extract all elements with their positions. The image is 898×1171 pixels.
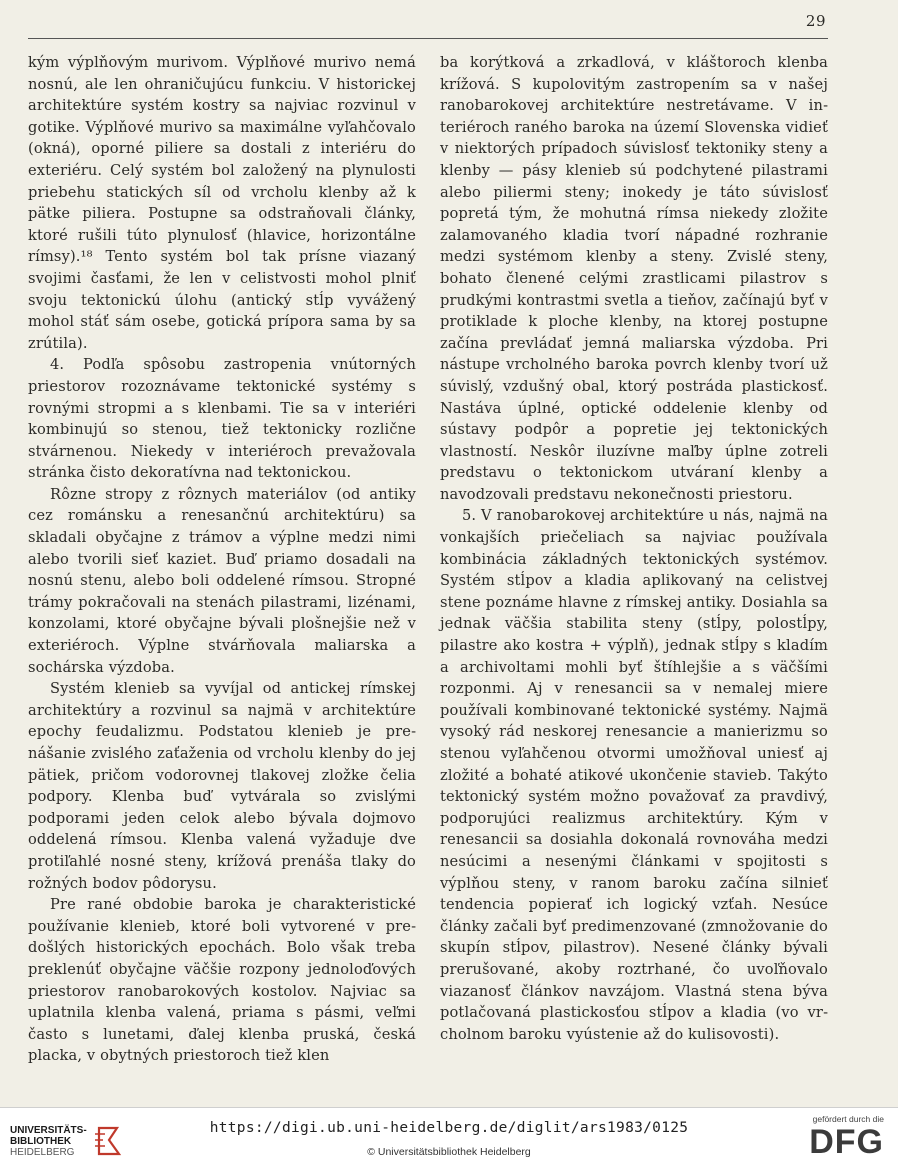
- library-name-line3: HEIDELBERG: [10, 1146, 75, 1158]
- paragraph: kým výplňovým murivom. Výplňové murivo nemá nosnú, ale len ohraničujúcu funkciu. V historickej architektúre systém kostry sa najviac rozvinul v gotike. Výplňové murivo sa maximálne vyľahčovalo (okná), oporné piliere sa dostali z interiéru do exteriéru. Celý systém bol založený na plynulosti priebehu statických síl od vrcholu klenby až k pätke piliera. Postupne sa odstraňovali články, ktoré rušili túto plynulosť (hlavice, horizontálne rímsy).¹⁸ Tento systém bol tak prísne viazaný svojimi časťami, že len v celistvosti mohol plniť svoju tektonickú úlohu (antický stĺp vyvážený mohol stáť sám osebe, gotická prípora sama by sa zrútila).: [28, 54, 416, 352]
- paragraph: ba korýtková a zrkadlová, v kláštoroch klenba krížová. S kupolovitým zastropením sa v našej ranobarokovej architektúre nestretávame. V interiéroch raného baroka na území Slovenska vidieť v niektorých prípadoch súvislosť tektoniky steny a klenby — pásy klenieb sú podchytené pilastrami alebo piliermi steny; inokedy je táto súvislosť popretá tým, že mohutná rímsa niekedy zložite zalamovaného kladia tvorí nápadné rozhranie medzi systémom klenby a steny. Zvislé steny, bohato členené celými zrastlicami pilastrov s prudkými kontrastmi svetla a tieňov, začínajú byť v protiklade k ploche klenby, na ktorej postupne začína prevládať jemná maliarska výzdoba. Pri nástupe vrcholného baroka povrch klenby tvorí už súvislý, vzdušný obal, ktorý postráda plastickosť. Nastáva úplné, optické oddelenie klenby od sústavy podpôr a popretie jej tektonických vlastností. Neskôr iluzívne maľby úplne zotreli predstavu o tektonickom utváraní klenby a navodzovali predstavu nekonečnosti priestoru.: [440, 54, 828, 503]
- dfg-logo[interactable]: DFG: [809, 1123, 884, 1161]
- source-url-link[interactable]: https://digi.ub.uni-heidelberg.de/diglit/ars1983/0125: [209, 1120, 689, 1136]
- paragraph: Rôzne stropy z rôznych materiálov (od antiky cez románsku a renesančnú architektúru) sa skladali obyčajne z trámov a výplne medzi nimi alebo tvorili sieť kaziet. Buď priamo dosadali na nosnú stenu, alebo boli oddelené rímsou. Stropné trámy pokračovali na stenách pilastrami, lizénami, konzolami, ktoré obyčajne bývali plošnejšie než v exteriéroch. Výplne stvárňovala maliarska a sochárska výzdoba.: [28, 485, 416, 676]
- right-text-column: [440, 52, 828, 1045]
- library-name-line2: BIBLIOTHEK: [10, 1135, 72, 1147]
- left-text-column: [28, 52, 416, 1067]
- page-number: 29: [805, 12, 826, 30]
- funder-block: [809, 1114, 884, 1160]
- header-rule: [28, 38, 828, 39]
- copyright-notice: © Universitätsbibliothek Heidelberg: [367, 1146, 531, 1158]
- footer-bar: [0, 1107, 898, 1171]
- paragraph: Systém klenieb sa vyvíjal od antickej rímskej architektúry a rozvinul sa najmä v architektúre epochy feudalizmu. Podstatou klenieb je prenášanie zvislého zaťaženia od vrcholu klenby do jej pätiek, pričom vodorovnej tlakovej zložke čelia podpory. Klenba buď vytvárala so zvislými podporami jeden celok alebo bývala dojmovo oddelená rímsou. Klenba valená vyžaduje dve protiľahlé nosné steny, krížová prenáša tlaky do rožných bodov pôdorysu.: [28, 680, 416, 892]
- funding-label: gefördert durch die: [812, 1114, 884, 1124]
- paragraph: 4. Podľa spôsobu zastropenia vnútorných priestorov rozoznávame tektonické systémy s rovnými stropmi a s klenbami. Tie sa v interiéri kombinujú so stenou, tiež tektonicky rozlične stvárnenou. Niekedy v interiéroch prevažovala stránka čisto dekoratívna nad tektonickou.: [28, 356, 416, 482]
- paragraph: 5. V ranobarokovej architektúre u nás, najmä na vonkajších priečeliach sa najviac používala kombinácia základných tektonických systémov. Systém stĺpov a kladia aplikovaný na celistvej stene poznáme hlavne z rímskej antiky. Dosiahla sa jednak väčšia stabilita steny (stĺpy, polostĺpy, pilastre ako kostra + výplň), jednak stĺpy s kladím a archivoltami mohli byť štíhlejšie a s väčšími rozponmi. Aj v renesancii sa v nemalej miere používali kombinované tektonické systémy. Najmä vysoký rád neskorej renesancie a manierizmu so stenou vyľahčenou otvormi umožňoval uniesť aj zložité a bohaté atikové ukončenie stavieb. Takýto tektonický systém možno považovať za pravdivý, podporujúci realizmus architektúry. Kým v renesancii sa dosiahla dokonalá rovnováha medzi nesúcimi a nesenými článkami v spojitosti s výplňou steny, v ranom baroku začína silnieť tendencia popierať ich logický vzťah. Nesúce články začali byť predimenzované (zmnožovanie do skupín stĺpov, pilastrov). Nesené články bývali prerušované, akoby roztrhané, čo uvoľňovalo viazanosť článkov navzájom. Vlastná stena býva potlačovaná plastickosťou stĺpov a kladia (vo vrcholnom baroku vyústenie až do kulisovosti).: [440, 507, 828, 1043]
- paragraph: Pre rané obdobie baroka je charakteristické používanie klenieb, ktoré boli vytvorené v predošlých historických epochách. Bolo však treba preklenúť obyčajne väčšie rozpony jednoloďových priestorov ranobarokových kostolov. Najviac sa uplatnila klenba valená, priama s pásmi, veľmi často s lunetami, ďalej klenba pruská, česká placka, v obytných priestoroch tiež klen: [28, 896, 416, 1065]
- library-name-line1: UNIVERSITÄTS-: [10, 1124, 87, 1136]
